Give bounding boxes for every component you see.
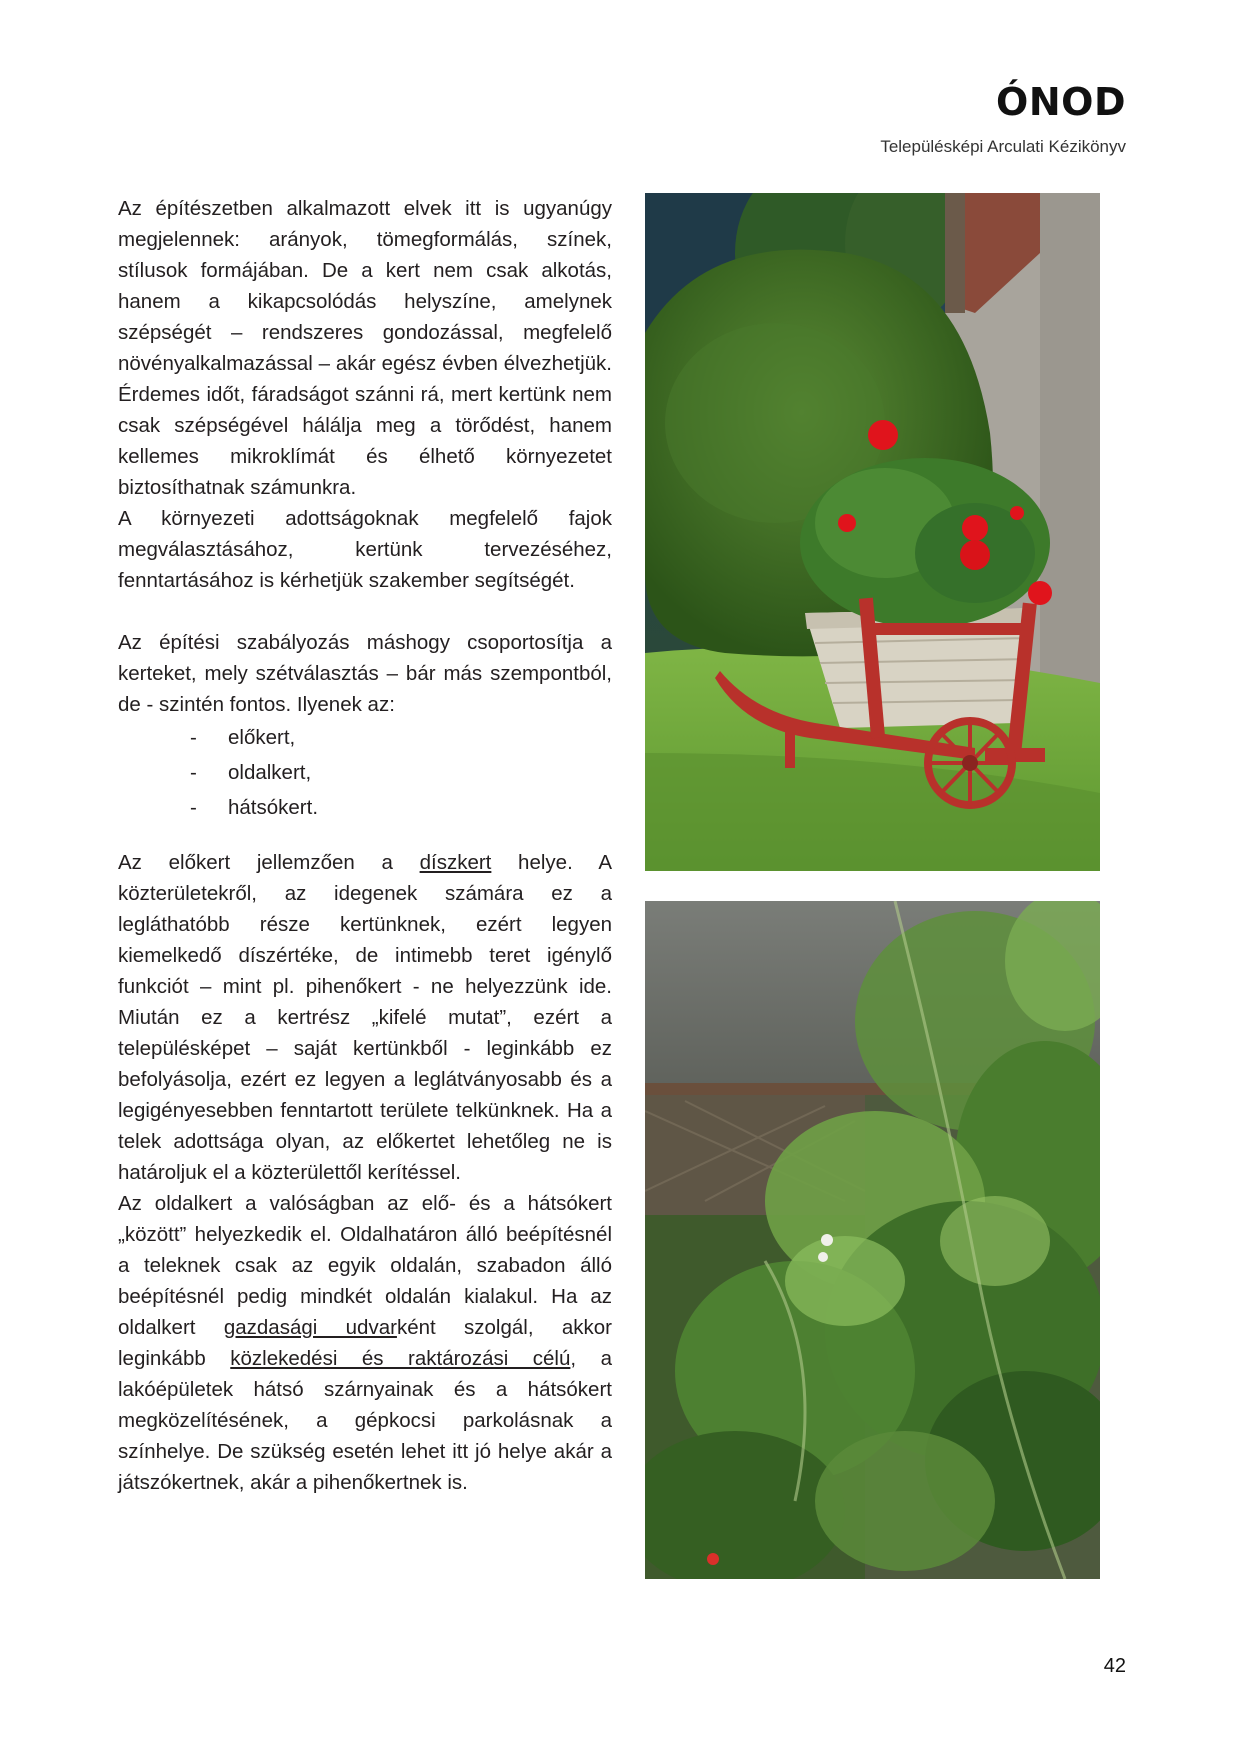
list-item: - oldalkert, (190, 755, 612, 790)
list-marker: - (190, 796, 197, 819)
garden-type-list (118, 720, 612, 825)
paragraph-garden-intro: Az építészetben alkalmazott elvek itt is ugyanúgy megjelennek: arányok, tömegformálás, színek, stílusok formájában. De a kert nem csak alkotás, hanem a kikapcsolódás helyszíne, amelynek szépségét – rendszeres gondozással, megfelelő növényalkalmazással – akár egész évben élvezhetjük. Érdemes időt, fáradságot szánni rá, mert kertünk nem csak szépségével hálálja meg a törődést, hanem kellemes mikroklímát és élhető környezetet biztosíthatnak számunkra. (118, 197, 612, 499)
paragraph-front-garden: Az előkert jellemzően a díszkert helye. A közterületekről, az idegenek számára ez a legláthatóbb része kertünknek, ezért legyen kiemelkedő díszértéke, de intimebb teret igénylő funkciót – mint pl. pihenőkert - ne helyezzünk ide. Miután ez a kertrész „kifelé mutat”, ezért a településképet – saját kertünkből - leginkább ez befolyásolja, ezért ez legyen a leglátványosabb és a legigényesebben fenntartott területe telkünknek. Ha a telek adottsága olyan, az előkertet lehetőleg ne is határoljuk el a közterülettől kerítéssel. (118, 851, 612, 1184)
paragraph-side-garden: Az oldalkert a valóságban az elő- és a hátsókert „között” helyezkedik el. Oldalhatáron álló beépítésnél a teleknek csak az egyik oldalán, szabadon álló beépítésnél pedig mindkét oldalán kialakul. Ha az oldalkert gazdasági udvarként szolgál, akkor leginkább közlekedési és raktározási célú, a lakóépületek hátsó szárnyainak és a hátsókert megközelítésének, a gépkocsi parkolásnak a színhelye. De szükség esetén lehet itt jó helye akár a játszókertnek, akár a pihenőkertnek is. (118, 1192, 613, 1494)
list-marker: - (190, 761, 197, 784)
page-header-subtitle: Településképi Arculati Kézikönyv (880, 137, 1126, 156)
body-text-column (118, 193, 612, 1498)
list-item: - hátsókert. (190, 790, 612, 825)
list-item: - előkert, (190, 720, 612, 755)
page-header-title: ÓNOD (996, 80, 1126, 124)
paragraph-specialist-help: A környezeti adottságoknak megfelelő fajok megválasztásához, kertünk tervezéséhez, fenntartásához is kérhetjük szakember segítségét. (118, 507, 612, 592)
term-kozlekedesi-celu: közlekedési és raktározási célú (230, 1347, 571, 1370)
term-diszkert: díszkert (419, 851, 492, 874)
photo-grape-vine-foliage (645, 901, 1100, 1579)
term-gazdasagi-udvar: gazdasági udvar (223, 1316, 397, 1339)
list-marker: - (190, 726, 197, 749)
paragraph-regulation-intro: Az építési szabályozás máshogy csoportosítja a kerteket, mely szétválasztás – bár más szempontból, de - szintén fontos. Ilyenek az: (118, 631, 612, 716)
photo-wheelbarrow-planter (645, 193, 1100, 871)
page-number: 42 (1103, 1655, 1126, 1677)
